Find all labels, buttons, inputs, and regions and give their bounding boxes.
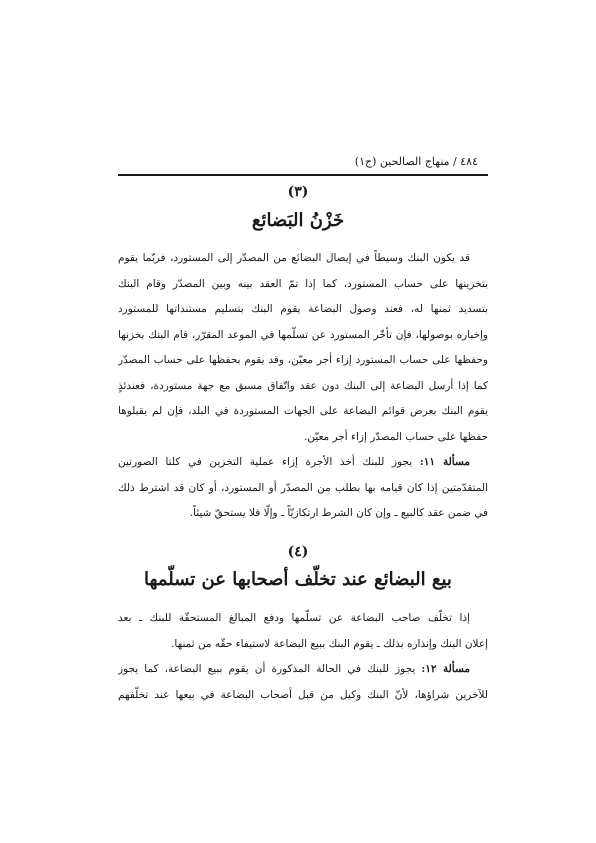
issue-label: مسألة ١١: bbox=[419, 456, 470, 468]
section-title: خَزْنُ البَضائع bbox=[251, 210, 345, 231]
text-line: بتسديد ثمنها له، فعند وصول البضاعة يقوم البنك بتسليم مستنداتها للمستورد bbox=[118, 303, 488, 315]
text-line: بتخزينها على حساب المستورد، كما إذا تمّ العقد بينه وبين المصدّر وقام البنك bbox=[118, 277, 488, 290]
paragraph bbox=[118, 606, 488, 657]
text-line bbox=[118, 450, 488, 476]
text-line: للآخرين شراؤها، لأنّ البنك وكيل من قبل أصحاب البضاعة في بيعها عند تخلّفهم bbox=[118, 688, 488, 701]
text-line: وحفظها على حساب المستورد إزاء أجر معيّن، وقد يقوم بحفظها على حساب المصدّر bbox=[118, 354, 488, 366]
issue-text: يجوز للبنك أخذ الأجرة إزاء عملية التخزين في كلتا الصورتين bbox=[118, 456, 420, 468]
text-line: وإخباره بوصولها، فإن تأخّر المستورد عن تسلّمها في الموعد المقرّر، قام البنك بخزنها bbox=[118, 328, 488, 341]
header-rule bbox=[118, 174, 488, 176]
text-line: يقوم البنك بعرض قوائم البضاعة على الجهات المستوردة في البلد، فإن لم يقبلوها bbox=[118, 405, 488, 417]
text-line: إذا تخلّف صاحب البضاعة عن تسلّمها ودفع المبالغ المستحقّة للبنك ـ بعد bbox=[118, 612, 470, 624]
text-line: المتقدّمتين إذا كان قيامه بها بطلب من المصدّر أو المستورد، أو كان قد اشترط ذلك bbox=[118, 481, 488, 494]
text-line: حفظها على حساب المصدّر إزاء أجر معيّن. bbox=[303, 430, 488, 443]
section-title: بيع البضائع عند تخلّف أصحابها عن تسلّمها bbox=[144, 569, 452, 590]
text-line: في ضمن عقد كالبيع ـ وإن كان الشرط ارتكازيّاً ـ وإلّا فلا يستحقّ شيئاً. bbox=[189, 507, 488, 519]
text-line bbox=[118, 657, 488, 683]
paragraph bbox=[118, 246, 488, 450]
section-number: (٤) bbox=[287, 544, 309, 560]
issue-paragraph bbox=[118, 450, 488, 527]
issue-text: يجوز للبنك في الحالة المذكورة أن يقوم ببيع البضاعة، كما يجوز bbox=[118, 663, 422, 675]
running-header: ٤٨٤ / منهاج الصالحين (ج١) bbox=[354, 155, 478, 168]
text-line: قد يكون البنك وسيطاً في إيصال البضائع من المصدّر إلى المستورد، فربّما يقوم bbox=[118, 252, 470, 264]
issue-paragraph bbox=[118, 657, 488, 708]
section-number: (٣) bbox=[287, 184, 309, 200]
text-line: كما إذا أرسل البضاعة إلى البنك دون عقد واتّفاق مسبق مع جهة مستوردة، فعندئذٍ bbox=[118, 379, 488, 392]
issue-label: مسألة ١٢: bbox=[421, 663, 470, 675]
text-line: إعلان البنك وإنذاره بذلك ـ يقوم البنك ببيع البضاعة لاستيفاء حقّه من ثمنها. bbox=[171, 637, 488, 650]
